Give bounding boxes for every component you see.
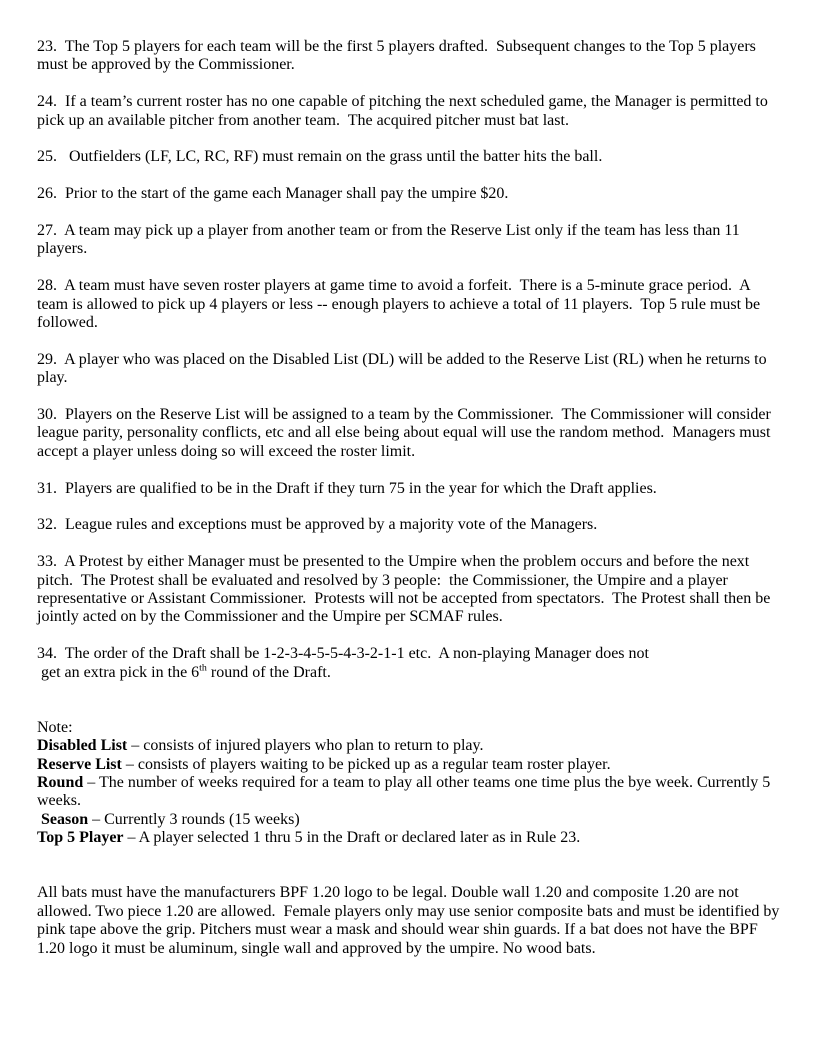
rule-34-ordinal-superscript: th (199, 662, 207, 674)
definition-term: Round (37, 774, 84, 792)
rule-32: 32. League rules and exceptions must be approved by a majority vote of the Managers. (37, 516, 598, 534)
rule-31: 31. Players are qualified to be in the Draft if they turn 75 in the year for which the Draft applies. (37, 479, 657, 497)
rule-24: 24. If a team’s current roster has no one capable of pitching the next scheduled game, the Manager is permitted to pick up an available pitcher from another team. The acquired pitcher must bat last. (37, 93, 772, 129)
rule-34-line2-pre: get an extra pick in the 6 (37, 663, 200, 681)
definition-term: Reserve List (37, 755, 122, 773)
rule-29: 29. A player who was placed on the Disabled List (DL) will be added to the Reserve List (RL) when he returns to play. (37, 350, 771, 387)
definition-text: – consists of injured players who plan to return to play. (127, 737, 484, 755)
definition-term: Season (37, 810, 89, 828)
rule-34-line1: 34. The order of the Draft shall be 1-2-3-4-5-5-4-3-2-1-1 etc. A non-playing Manager does not (37, 645, 649, 663)
definition-text: – A player selected 1 thru 5 in the Draft or declared later as in Rule 23. (123, 829, 581, 847)
definition-text: – The number of weeks required for a team to play all other teams one time plus the bye week. Currently 5 weeks. (37, 774, 775, 810)
rule-34-line2-post: round of the Draft. (206, 663, 331, 681)
definition-text: – Currently 3 rounds (15 weeks) (88, 810, 300, 828)
definition-reserve-list (37, 756, 783, 774)
rule-28: 28. A team must have seven roster players at game time to avoid a forfeit. There is a 5-minute grace period. A team is allowed to pick up 4 players or less -- enough players to achieve a total of 11 players. Top 5 rule must be followed. (37, 277, 765, 332)
rule-30: 30. Players on the Reserve List will be assigned to a team by the Commissioner. The Commissioner will consider league parity, personality conflicts, etc and all else being about equal will use the random method. Managers must accept a player unless doing so will exceed the roster limit. (37, 406, 775, 460)
rule-26: 26. Prior to the start of the game each Manager shall pay the umpire $20. (37, 185, 509, 203)
definition-season (37, 811, 783, 829)
rule-33: 33. A Protest by either Manager must be presented to the Umpire when the problem occurs and before the next pitch. The Protest shall be evaluated and resolved by 3 people: the Commissioner, the Umpire and a player representative or Assistant Commissioner. Protests will not be accepted from spectators. The Protest shall then be jointly acted on by the Commissioner and the Umpire per SCMAF rules. (37, 553, 775, 626)
rule-25: 25. Outfielders (LF, LC, RC, RF) must remain on the grass until the batter hits the ball. (37, 148, 603, 166)
note-section (37, 719, 783, 848)
definition-top-5-player (37, 829, 783, 847)
rule-27: 27. A team may pick up a player from another team or from the Reserve List only if the team has less than 11 players. (37, 222, 744, 258)
definition-text: – consists of players waiting to be picked up as a regular team roster player. (121, 755, 611, 773)
bats-paragraph: All bats must have the manufacturers BPF 1.20 logo to be legal. Double wall 1.20 and composite 1.20 are not allowed. Two piece 1.20 are allowed. Female players only may use senior composite bats and must be identified by pink tape above the grip. Pitchers must wear a mask and should wear shin guards. If a bat does not have the BPF 1.20 logo it must be aluminum, single wall and approved by the umpire. No wood bats. (37, 884, 784, 957)
definition-term: Disabled List (37, 737, 128, 755)
definition-term: Top 5 Player (37, 829, 124, 847)
rule-34 (37, 645, 783, 682)
note-label: Note: (37, 718, 73, 736)
rule-23: 23. The Top 5 players for each team will be the first 5 players drafted. Subsequent changes to the Top 5 players must be approved by the Commissioner. (37, 38, 760, 74)
definition-round (37, 774, 783, 811)
definition-disabled-list (37, 737, 783, 755)
